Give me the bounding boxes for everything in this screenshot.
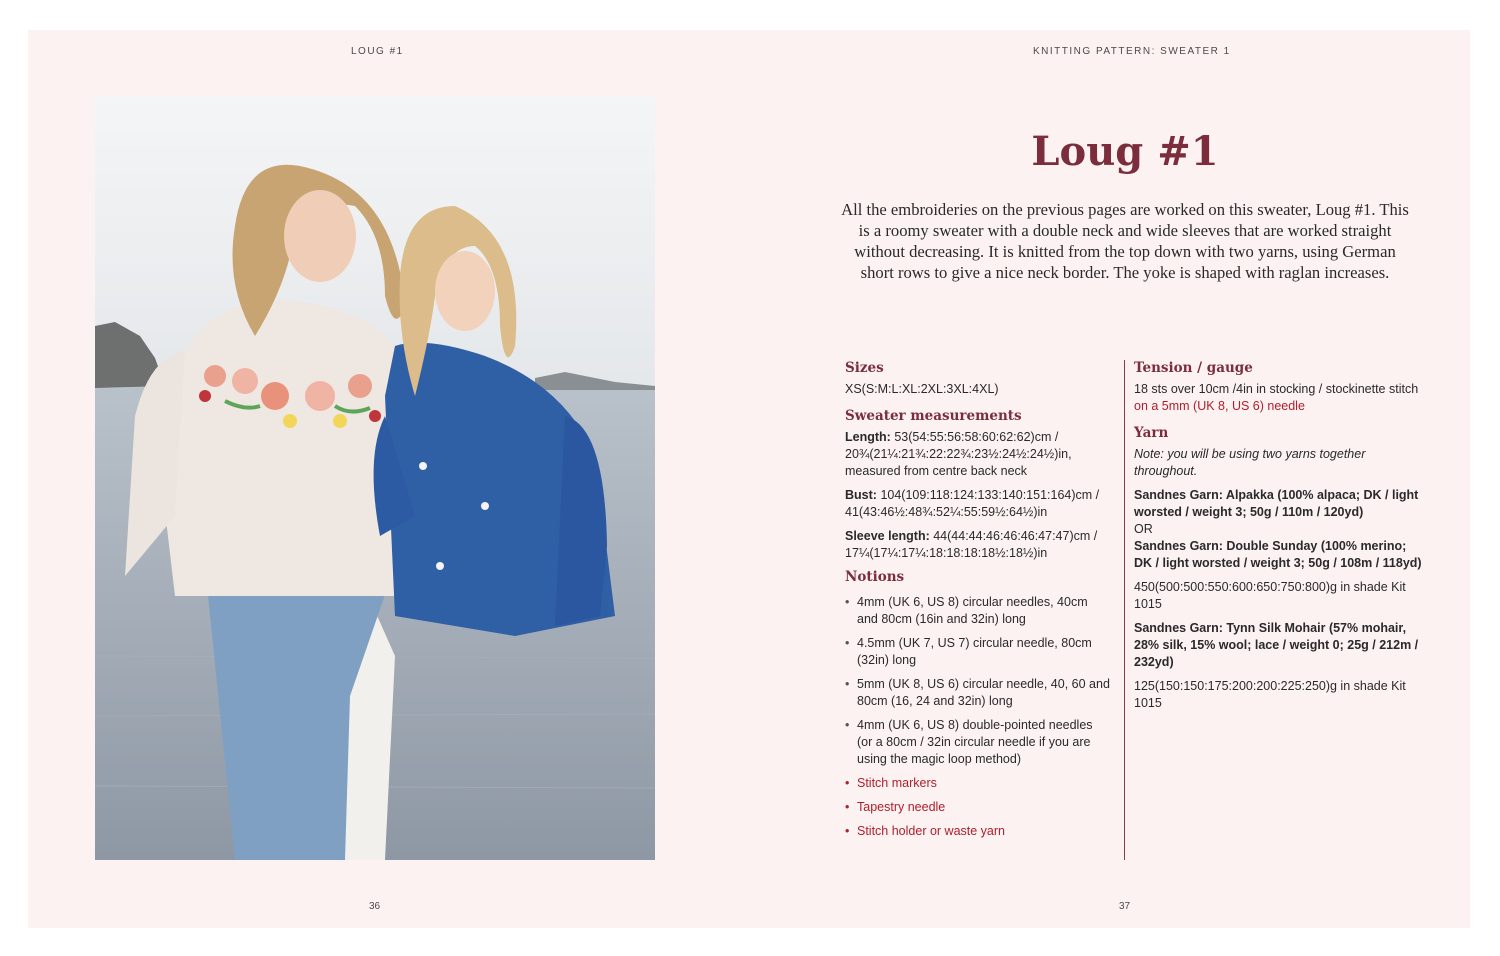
yarn-heading: Yarn xyxy=(1134,425,1169,441)
list-item: • 4.5mm (UK 7, US 7) circular needle, 80cm (32in) long xyxy=(845,635,1110,669)
yarn-note: Note: you will be using two yarns together throughout. xyxy=(1134,447,1366,478)
column-divider xyxy=(1124,360,1125,860)
running-head-left: LOUG #1 xyxy=(351,46,404,57)
yarn-double-sunday: Sandnes Garn: Double Sunday (100% merino; DK / light worsted / weight 3; 50g / 108m / 118yd) xyxy=(1134,539,1422,570)
length-value: 53(54:55:56:58:60:62:62)cm / 20¾(21¼:21¾:22:22¾:23½:24½:24½)in, measured from centre back neck xyxy=(845,430,1072,478)
list-item: • Tapestry needle xyxy=(845,799,1110,816)
list-item: • Stitch holder or waste yarn xyxy=(845,823,1110,840)
yarn-alpakka: Sandnes Garn: Alpakka (100% alpaca; DK / light worsted / weight 3; 50g / 110m / 120yd) xyxy=(1134,488,1419,519)
sleeve-label: Sleeve length: xyxy=(845,529,930,543)
list-item: • 4mm (UK 6, US 8) double-pointed needles (or a 80cm / 32in circular needle if you are using the magic loop method) xyxy=(845,717,1110,768)
photo-two-women-sweaters xyxy=(95,96,655,860)
sizes-value: XS(S:M:L:XL:2XL:3XL:4XL) xyxy=(845,382,999,396)
yarn-amount-main: 450(500:500:550:600:650:750:800)g in shade Kit 1015 xyxy=(1134,580,1406,611)
list-item: • 4mm (UK 6, US 8) circular needles, 40cm and 80cm (16in and 32in) long xyxy=(845,594,1110,628)
tension-heading: Tension / gauge xyxy=(1134,360,1253,376)
sleeve-value: 44(44:44:46:46:46:47:47)cm / 17¼(17¼:17¼:18:18:18:18½:18½)in xyxy=(845,529,1098,560)
bust-label: Bust: xyxy=(845,488,877,502)
yarn-amount-mohair: 125(150:150:175:200:200:225:250)g in shade Kit 1015 xyxy=(1134,679,1406,710)
sleeve-measurement xyxy=(845,528,1110,562)
right-spec-column xyxy=(1134,360,1424,719)
pattern-title: Loug #1 xyxy=(1031,128,1219,175)
notions-list xyxy=(845,594,1110,840)
list-item: • Stitch markers xyxy=(845,775,1110,792)
yarn-silk-mohair: Sandnes Garn: Tynn Silk Mohair (57% mohair, 28% silk, 15% wool; lace / weight 0; 25g / 212m / 232yd) xyxy=(1134,621,1419,669)
bust-value: 104(109:118:124:133:140:151:164)cm / 41(43:46½:48¾:52¼:55:59½:64½)in xyxy=(845,488,1100,519)
tension-needle: on a 5mm (UK 8, US 6) needle xyxy=(1134,399,1305,413)
notions-heading: Notions xyxy=(845,569,905,585)
length-label: Length: xyxy=(845,430,891,444)
measurements-heading: Sweater measurements xyxy=(845,408,1022,424)
list-item: • 5mm (UK 8, US 6) circular needle, 40, 60 and 80cm (16, 24 and 32in) long xyxy=(845,676,1110,710)
photo-icon xyxy=(95,96,655,860)
bust-measurement xyxy=(845,487,1110,521)
pattern-intro: All the embroideries on the previous pages are worked on this sweater, Loug #1. This is a roomy sweater with a double neck and wide sleeves that are worked straight without decreasing. It is knitted from the top down with two yarns, using German short rows to give a nice neck border. The yoke is shaped with raglan increases. xyxy=(841,200,1409,282)
left-spec-column xyxy=(845,360,1110,847)
tension-text xyxy=(1134,381,1424,415)
length-measurement xyxy=(845,429,1110,480)
page-number-left: 36 xyxy=(369,901,381,912)
yarn-or: OR xyxy=(1134,522,1153,536)
tension-value: 18 sts over 10cm /4in in stocking / stockinette stitch xyxy=(1134,382,1419,396)
running-head-right: KNITTING PATTERN: SWEATER 1 xyxy=(1033,46,1231,57)
page-number-right: 37 xyxy=(1119,901,1131,912)
sizes-heading: Sizes xyxy=(845,360,884,376)
